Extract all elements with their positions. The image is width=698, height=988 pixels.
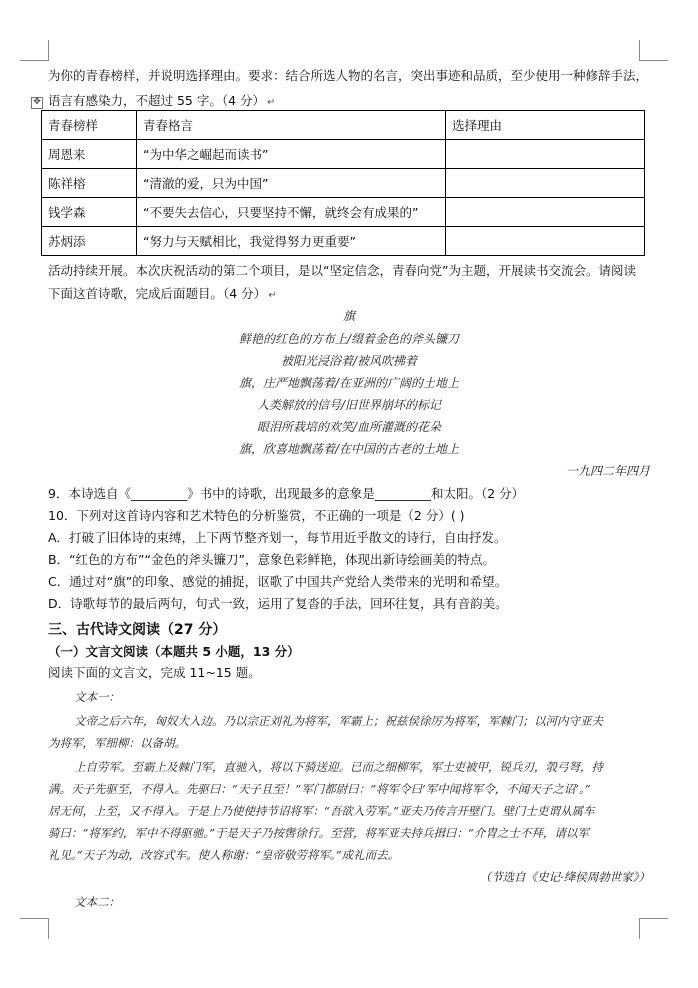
section-3-subheading: （一）文言文阅读（本题共 5 小题，13 分） bbox=[48, 644, 300, 659]
poem-title: 旗 bbox=[342, 309, 355, 323]
option-c: C．通过对“旗”的印象、感觉的捕捉，讴歌了中国共产党给人类带来的光明和希望。 bbox=[48, 574, 508, 589]
poem-line: 旗，欣喜地飘荡着/在中国的古老的土地上 bbox=[238, 442, 460, 456]
crop-mark-bottom-right bbox=[639, 918, 668, 939]
classical-line: 为将军，军细柳：以备胡。 bbox=[48, 736, 186, 750]
cell-reason[interactable] bbox=[446, 198, 645, 227]
crop-mark-top-left bbox=[20, 40, 49, 61]
crop-mark-top-right bbox=[639, 40, 668, 61]
activity-line-1: 活动持续开展。本次庆祝活动的第二个项目，是以“坚定信念，青春向党”为主题，开展读书交流会。请阅读 bbox=[48, 263, 636, 278]
cell-reason[interactable] bbox=[446, 169, 645, 198]
cell-motto: “不要失去信心，只要坚持不懈，就终会有成果的” bbox=[137, 198, 446, 227]
cell-motto: “清澈的爱，只为中国” bbox=[137, 169, 446, 198]
cell-name: 陈祥榕 bbox=[42, 169, 137, 198]
poem-line: 眼泪所栽培的欢笑/血所灌溉的花朵 bbox=[256, 420, 442, 434]
table-row bbox=[42, 169, 645, 198]
option-a: A．打破了旧体诗的束缚，上下两节整齐划一，每节用近乎散文的诗行，自由抒发。 bbox=[48, 530, 507, 545]
poem-line: 被阳光浸浴着/被风吹拂着 bbox=[280, 354, 418, 368]
text-2-label: 文本二： bbox=[74, 895, 120, 909]
header-cell-reason: 选择理由 bbox=[446, 111, 645, 140]
cell-name: 钱学森 bbox=[42, 198, 137, 227]
cell-motto: “努力与天赋相比，我觉得努力更重要” bbox=[137, 227, 446, 256]
cell-name: 周恩来 bbox=[42, 140, 137, 169]
poem-line: 旗，庄严地飘荡着/在亚洲的广阔的土地上 bbox=[238, 376, 460, 390]
cell-reason[interactable] bbox=[446, 227, 645, 256]
poem-line: 鲜艳的红色的方布上/缀着金色的斧头镰刀 bbox=[238, 332, 460, 346]
reading-instruction: 阅读下面的文言文，完成 11~15 题。 bbox=[48, 665, 261, 680]
option-b: B．“红色的方布”“金色的斧头镰刀”，意象色彩鲜艳，体现出新诗绘画美的特点。 bbox=[48, 552, 495, 567]
activity-line-2: 下面这首诗歌，完成后面题目。（4 分） ↵ bbox=[48, 286, 277, 301]
header-cell-motto: 青春格言 bbox=[137, 111, 446, 140]
table-header-row bbox=[42, 111, 645, 140]
intro-line-1: 为你的青春榜样，并说明选择理由。要求：结合所选人物的名言，突出事迹和品质，至少使用一种修辞手法， bbox=[48, 68, 649, 83]
intro-line-2: 语言有感染力，不超过 55 字。（4 分） ↵ bbox=[48, 93, 276, 108]
cell-name: 苏炳添 bbox=[42, 227, 137, 256]
question-9: 9．本诗选自《_________》书中的诗歌，出现最多的意象是_________和太阳。（2 分） bbox=[48, 486, 525, 501]
cell-reason[interactable] bbox=[446, 140, 645, 169]
classical-line: 文帝之后六年，匈奴大入边。乃以宗正刘礼为将军，军霸上；祝兹侯徐厉为将军，军棘门；以河内守亚夫 bbox=[74, 714, 603, 728]
option-d: D．诗歌每节的最后两句，句式一致，运用了复沓的手法，回环往复，具有音韵美。 bbox=[48, 596, 508, 611]
question-10: 10．下列对这首诗内容和艺术特色的分析鉴赏，不正确的一项是（2 分）( ) bbox=[48, 508, 465, 523]
source-citation: （节选自《史记·绛侯周勃世家》） bbox=[479, 870, 650, 884]
classical-line: 礼见。”天子为动，改容式车。使人称谢：“皇帝敬劳将军。”成礼而去。 bbox=[48, 848, 400, 862]
cell-motto: “为中华之崛起而读书” bbox=[137, 140, 446, 169]
poem-line: 人类解放的信号/旧世界崩坏的标记 bbox=[256, 398, 442, 412]
table-row bbox=[42, 227, 645, 256]
text-1-label: 文本一： bbox=[74, 690, 120, 704]
classical-line: 满。天子先驱至，不得入。先驱曰：“天子且至！”军门都尉曰：“将军令曰‘军中闻将军令，不闻天子之诏’。” bbox=[48, 782, 591, 796]
classical-line: 上自劳军。至霸上及棘门军，直驰入，将以下骑送迎。已而之细柳军，军士吏被甲，锐兵刃，彀弓弩，持 bbox=[74, 760, 603, 774]
table-move-handle-icon[interactable]: ✥ bbox=[31, 97, 43, 109]
classical-line: 居无何，上至，又不得入。于是上乃使使持节诏将军：“吾欲入劳军。”亚夫乃传言开壁门。壁门士吏谓从属车 bbox=[48, 804, 595, 818]
header-cell-role-model: 青春榜样 bbox=[42, 111, 137, 140]
crop-mark-bottom-left bbox=[20, 918, 49, 939]
table-row bbox=[42, 198, 645, 227]
classical-line: 骑曰：“将军约，军中不得驱驰。”于是天子乃按辔徐行。至营，将军亚夫持兵揖曰：“介胄之士不拜，请以军 bbox=[48, 826, 589, 840]
role-model-table bbox=[41, 110, 645, 256]
section-3-heading: 三、古代诗文阅读（27 分） bbox=[48, 622, 227, 638]
table-row bbox=[42, 140, 645, 169]
poem-date: 一九四二年四月 bbox=[565, 464, 650, 478]
